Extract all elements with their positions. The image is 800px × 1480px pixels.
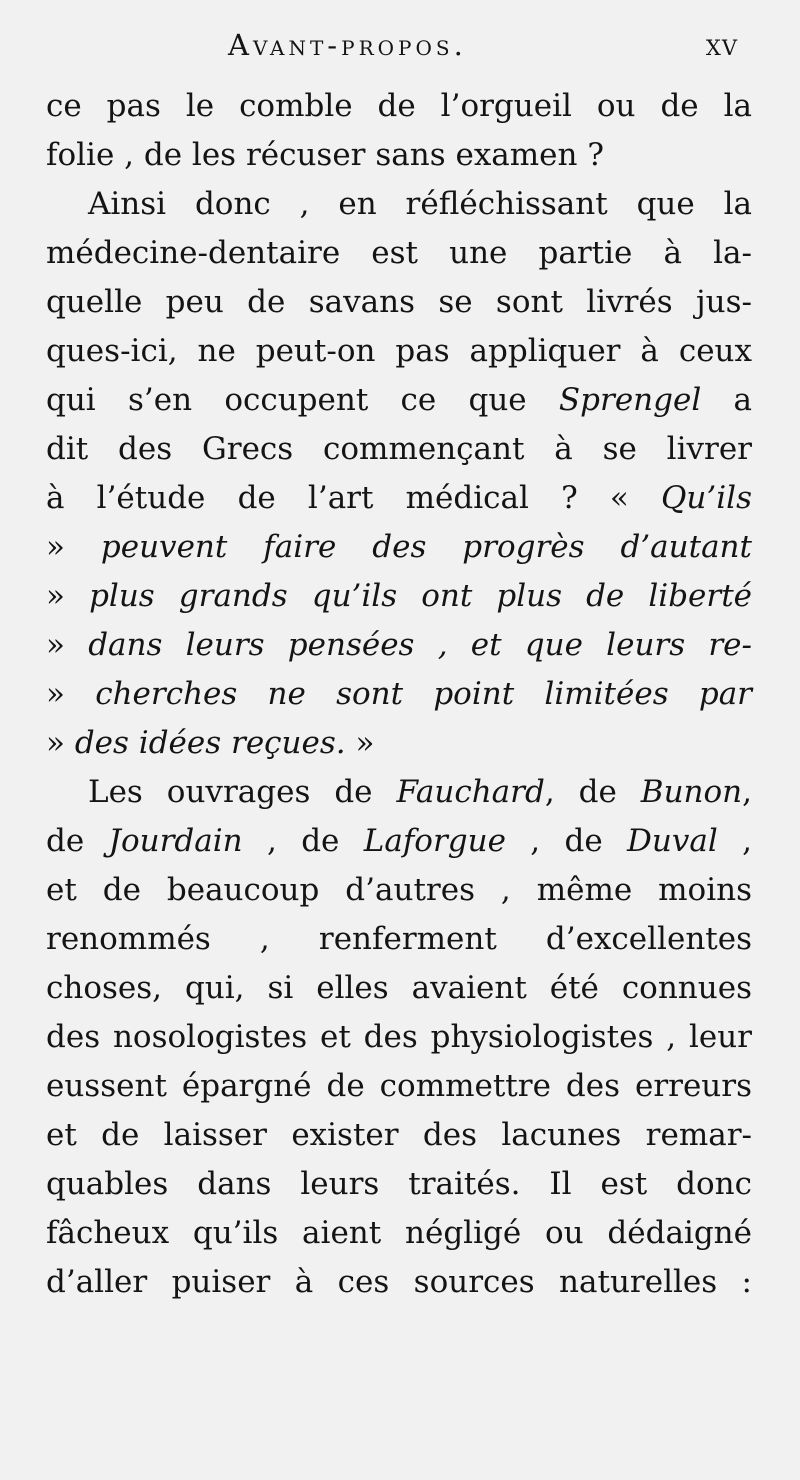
text-segment: folie , de les récuser sans examen ?	[46, 137, 604, 173]
italic-text: Laforgue	[363, 823, 506, 859]
text-segment: , de	[505, 823, 628, 859]
text-line	[46, 327, 752, 376]
text-line	[46, 523, 752, 572]
text-segment: et de laisser exister des lacunes remar-	[46, 1117, 752, 1153]
text-line	[46, 425, 752, 474]
text-segment: de	[46, 823, 109, 859]
text-line	[88, 180, 752, 229]
text-segment: à l’étude de l’art médical ? «	[46, 480, 662, 516]
text-segment: »	[46, 725, 75, 761]
italic-text: cherches ne sont point limitées par	[95, 676, 752, 712]
text-line	[88, 768, 752, 817]
running-header	[0, 28, 800, 78]
text-segment: quables dans leurs traités. Il est donc	[46, 1166, 752, 1202]
text-line	[46, 131, 752, 180]
text-line	[46, 376, 752, 425]
text-line	[46, 817, 752, 866]
text-line	[46, 82, 752, 131]
text-segment: fâcheux qu’ils aient négligé ou dédaigné	[46, 1215, 752, 1251]
text-segment: »	[46, 627, 89, 663]
italic-text: peuvent faire des progrès d’autant	[100, 529, 752, 565]
text-segment: renommés , renferment d’excellentes	[46, 921, 752, 957]
text-segment: médecine-dentaire est une partie à la-	[46, 235, 752, 271]
text-segment: , de	[544, 774, 641, 810]
text-line	[46, 1160, 752, 1209]
text-segment: »	[46, 529, 101, 565]
page-number: xv	[705, 28, 738, 63]
text-line	[46, 278, 752, 327]
text-line	[46, 1258, 752, 1307]
text-line	[46, 1111, 752, 1160]
text-line	[46, 866, 752, 915]
text-segment: ,	[717, 823, 752, 859]
text-line	[46, 474, 752, 523]
text-segment: dit des Grecs commençant à se livrer	[46, 431, 752, 467]
text-segment: ques-ici, ne peut-on pas appliquer à ceux	[46, 333, 752, 369]
text-segment: , de	[242, 823, 364, 859]
italic-text: Duval	[627, 823, 718, 859]
text-segment: d’aller puiser à ces sources naturelles :	[46, 1264, 752, 1300]
text-line	[46, 670, 752, 719]
text-segment: »	[345, 725, 375, 761]
italic-text: Qu’ils	[661, 480, 752, 516]
text-line	[46, 1013, 752, 1062]
text-line	[46, 719, 752, 768]
text-segment: ce pas le comble de l’orgueil ou de la	[46, 88, 752, 124]
text-segment: Ainsi donc , en réfléchissant que la	[88, 186, 752, 222]
text-line	[46, 229, 752, 278]
text-segment: a	[701, 382, 752, 418]
text-line	[46, 572, 752, 621]
text-line	[46, 915, 752, 964]
text-line	[46, 1062, 752, 1111]
text-line	[46, 621, 752, 670]
italic-text: Sprengel	[558, 382, 702, 418]
text-segment: choses, qui, si elles avaient été connues	[46, 970, 752, 1006]
italic-text: des idées reçues.	[74, 725, 346, 761]
text-line	[46, 1209, 752, 1258]
italic-text: plus grands qu’ils ont plus de liberté	[89, 578, 753, 614]
text-segment: Les ouvrages de	[88, 774, 397, 810]
text-segment: eussent épargné de commettre des erreurs	[46, 1068, 752, 1104]
text-segment: »	[46, 676, 96, 712]
italic-text: dans leurs pensées , et que leurs re-	[88, 627, 753, 663]
italic-text: Bunon	[640, 774, 743, 810]
text-segment: ,	[742, 774, 752, 810]
text-segment: des nosologistes et des physiologistes , leur	[46, 1019, 752, 1055]
italic-text: Fauchard	[396, 774, 545, 810]
italic-text: Jourdain	[108, 823, 243, 859]
running-title: Avant-propos.	[228, 28, 467, 62]
text-segment: »	[46, 578, 90, 614]
text-line	[46, 964, 752, 1013]
text-segment: et de beaucoup d’autres , même moins	[46, 872, 752, 908]
text-segment: qui s’en occupent ce que	[46, 382, 559, 418]
text-segment: quelle peu de savans se sont livrés jus-	[46, 284, 752, 320]
